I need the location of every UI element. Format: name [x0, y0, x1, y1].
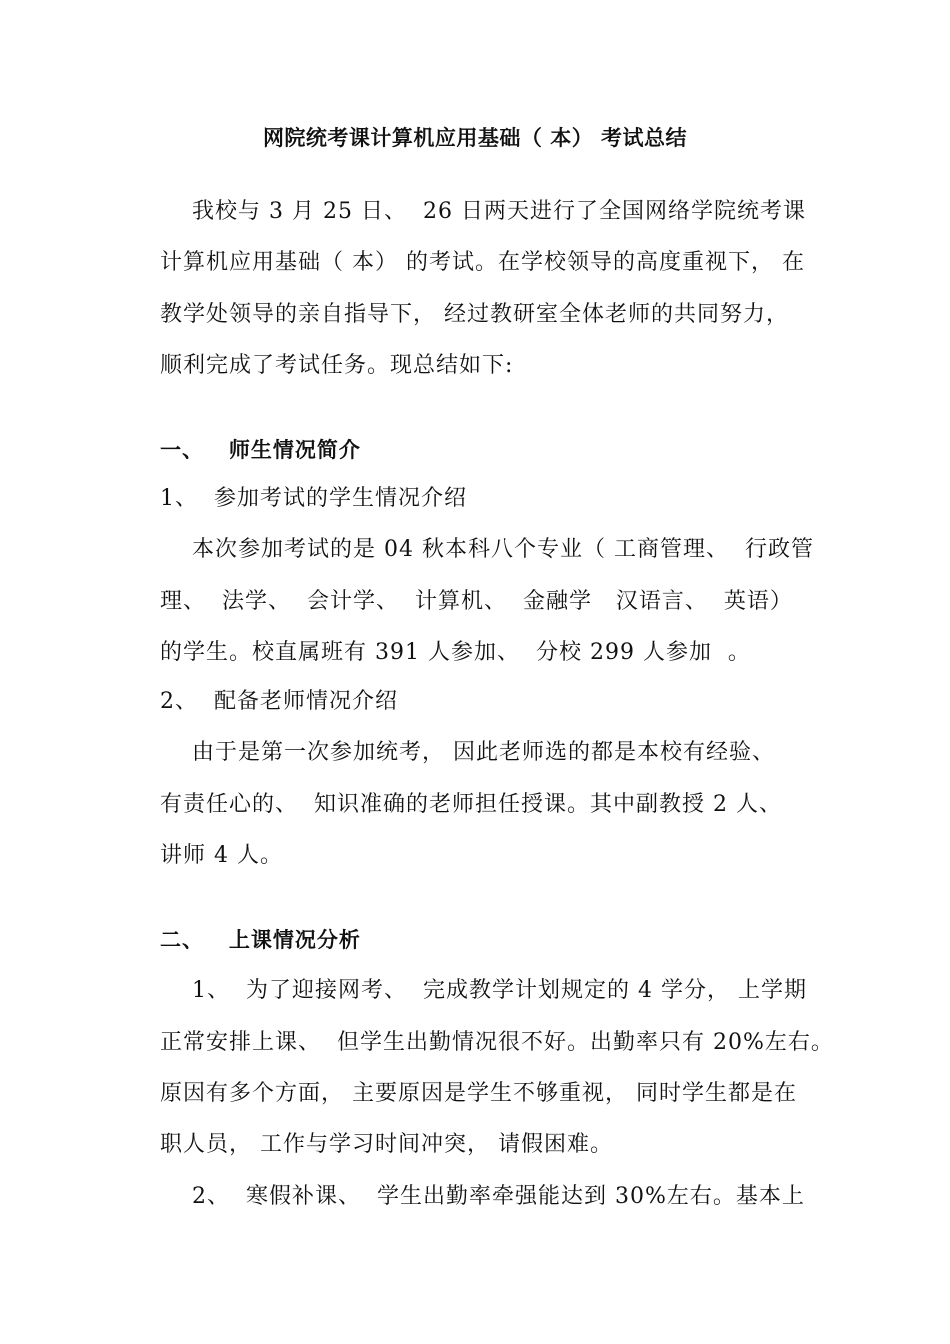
- intro-line-3: 教学处领导的亲自指导下， 经过教研室全体老师的共同努力，: [160, 302, 789, 327]
- intro-line-4: 顺利完成了考试任务。现总结如下:: [160, 353, 514, 378]
- subsection-2-line-1: 由于是第一次参加统考， 因此老师选的都是本校有经验、: [192, 740, 775, 765]
- subsection-1-line-2: 理、 法学、 会计学、 计算机、 金融学 汉语言、 英语）: [160, 589, 793, 614]
- subsection-2-line-2: 有责任心的、 知识准确的老师担任授课。其中副教授 2 人、: [160, 792, 782, 817]
- item-1-line-2: 正常安排上课、 但学生出勤情况很不好。出勤率只有 20%左右。: [160, 1030, 834, 1055]
- item-1-line-1: 1、 为了迎接网考、 完成教学计划规定的 4 学分， 上学期: [192, 978, 807, 1003]
- item-1-line-4: 职人员， 工作与学习时间冲突， 请假困难。: [160, 1132, 613, 1157]
- item-1-line-3: 原因有多个方面， 主要原因是学生不够重视， 同时学生都是在: [160, 1081, 797, 1106]
- subsection-1-heading: 1、 参加考试的学生情况介绍: [160, 486, 467, 511]
- subsection-2-line-3: 讲师 4 人。: [160, 843, 283, 868]
- subsection-1-line-1: 本次参加考试的是 04 秋本科八个专业（ 工商管理、 行政管: [192, 537, 814, 562]
- document-title: 网院统考课计算机应用基础（ 本） 考试总结: [262, 126, 688, 150]
- intro-line-1: 我校与 3 月 25 日、 26 日两天进行了全国网络学院统考课: [192, 199, 806, 224]
- subsection-1-line-3: 的学生。校直属班有 391 人参加、 分校 299 人参加 。: [160, 640, 751, 665]
- subsection-2-heading: 2、 配备老师情况介绍: [160, 689, 398, 714]
- section-1-heading: 一、 师生情况简介: [160, 438, 361, 462]
- section-2-heading: 二、 上课情况分析: [160, 928, 361, 952]
- item-2-line-1: 2、 寒假补课、 学生出勤率牵强能达到 30%左右。基本上: [192, 1184, 805, 1209]
- intro-line-2: 计算机应用基础（ 本） 的考试。在学校领导的高度重视下， 在: [160, 250, 805, 275]
